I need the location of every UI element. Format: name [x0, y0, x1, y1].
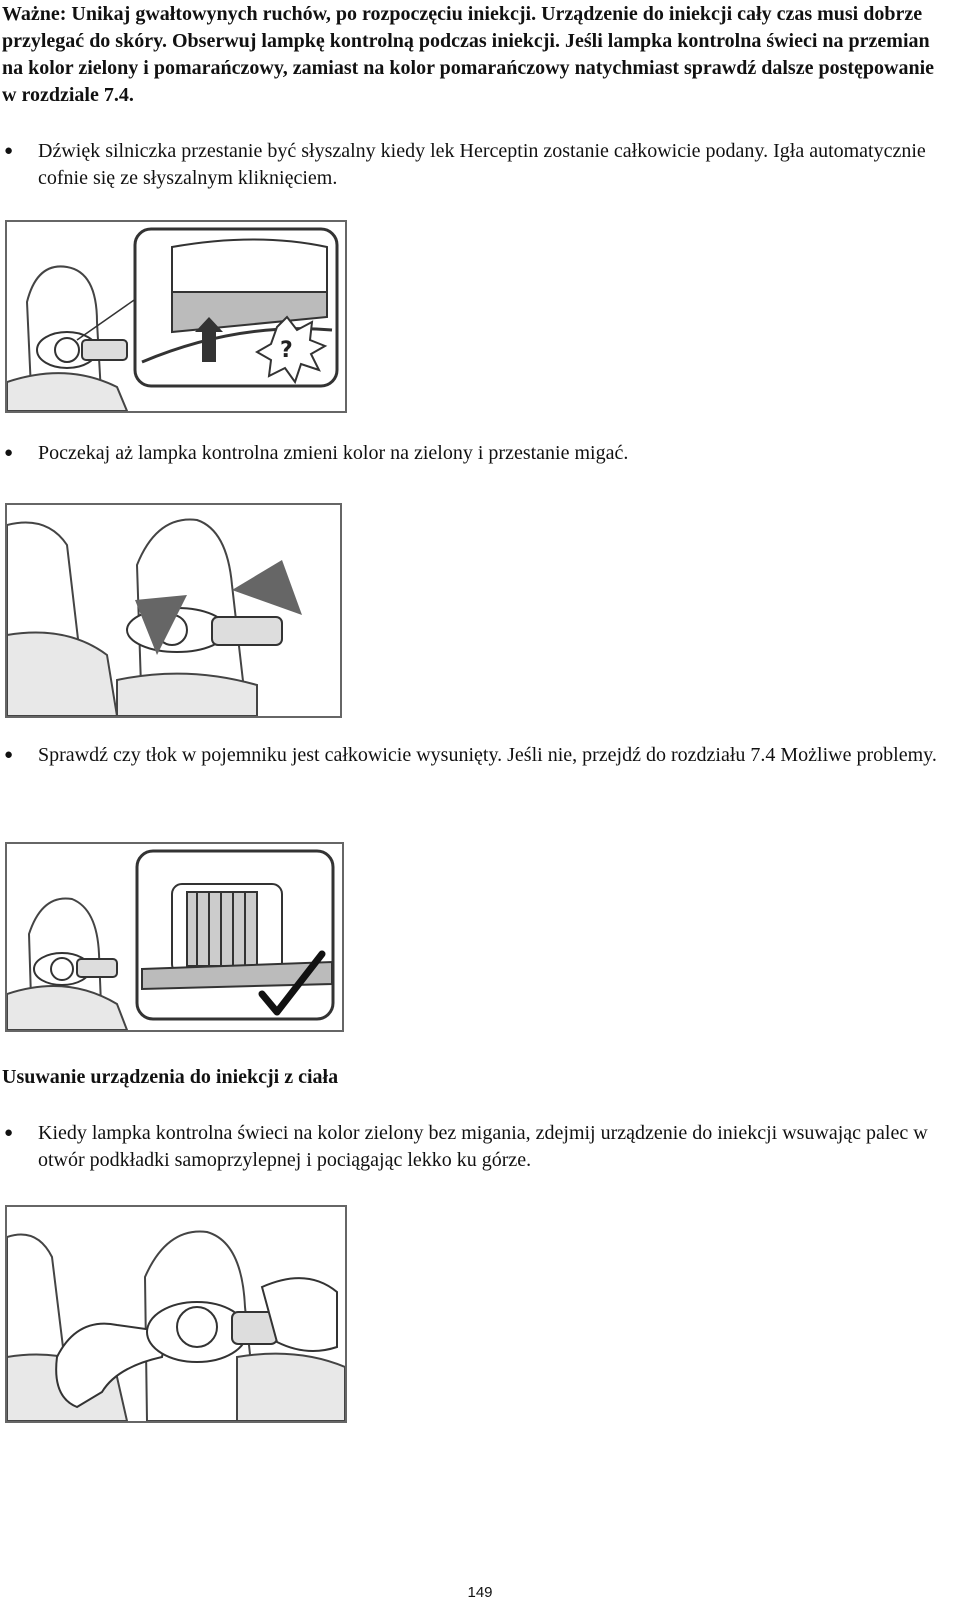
section-heading: Usuwanie urządzenia do iniekcji z ciała [2, 1066, 339, 1088]
illustration-remove-device [5, 1205, 347, 1423]
bullet-text: Dźwięk silniczka przestanie być słyszalny kiedy lek Herceptin zostanie całkowicie podany. Igła automatycznie cofnie się ze słyszalnym kliknięciem. [38, 140, 926, 189]
important-note: Ważne: Unikaj gwałtowynych ruchów, po rozpoczęciu iniekcji. Urządzenie do iniekcji cały czas musi dobrze przylegać do skóry. Obserwuj lampkę kontrolną podczas iniekcji. Jeśli lampka kontrolna świeci na przemian na kolor zielony i pomarańczowy, zamiast na kolor pomarańczowy natychmiast sprawdź dalsze postępowanie w rozdziale 7.4. [2, 3, 935, 106]
bullet-icon: ● [4, 1125, 14, 1141]
bullet-icon: ● [4, 747, 14, 763]
page-number: 149 [467, 1584, 493, 1601]
bullet-text: Poczekaj aż lampka kontrolna zmieni kolor na zielony i przestanie migać. [38, 442, 629, 464]
svg-text:?: ? [280, 338, 293, 363]
bullet-text: Sprawdź czy tłok w pojemniku jest całkowicie wysunięty. Jeśli nie, przejdź do rozdziału 7.4 Możliwe problemy. [38, 744, 937, 766]
illustration-plunger-check [5, 842, 344, 1032]
bullet-item [0, 1120, 940, 1174]
illustration-light-green [5, 503, 342, 718]
bullet-item [0, 138, 940, 192]
illustration-motor-stops [5, 220, 347, 413]
bullet-item [0, 742, 940, 769]
bullet-item [0, 440, 940, 467]
bullet-icon: ● [4, 445, 14, 461]
bullet-text: Kiedy lampka kontrolna świeci na kolor zielony bez migania, zdejmij urządzenie do iniekcji wsuwając palec w otwór podkładki samoprzylepnej i pociągając lekko ku górze. [38, 1122, 928, 1171]
bullet-icon: ● [4, 143, 14, 159]
